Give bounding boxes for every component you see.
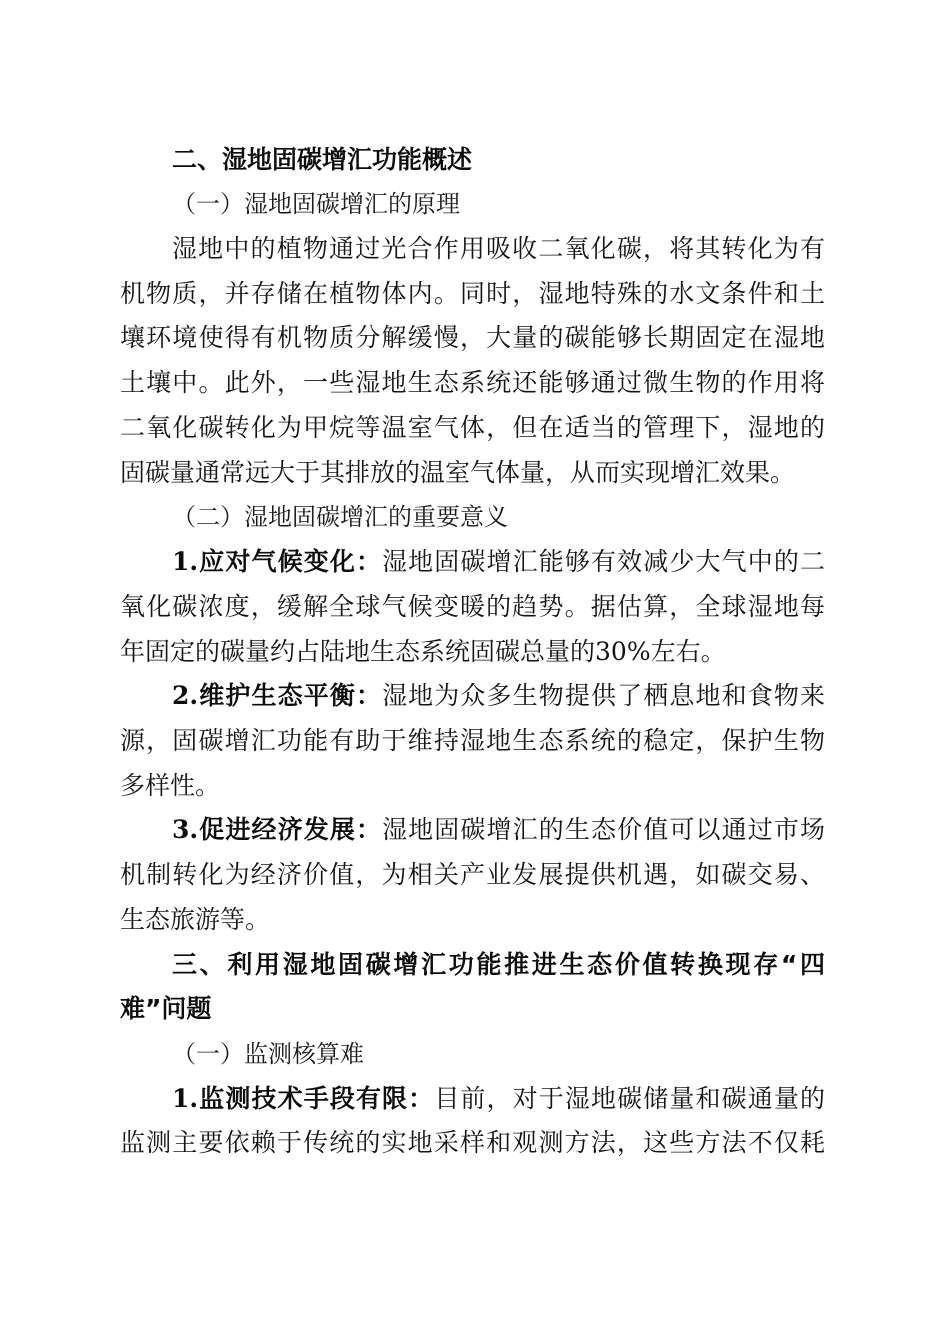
list-item-lead: 3.促进经济发展： [172, 815, 383, 845]
list-item-line: 生态旅游等。 [120, 904, 271, 934]
list-item-line: 氧化碳浓度，缓解全球气候变暖的趋势。据估算，全球湿地每 [120, 591, 825, 621]
list-item-line: 多样性。 [120, 770, 221, 800]
list-item-first-line [120, 1077, 825, 1122]
list-item-first-line [120, 540, 825, 585]
subsection-heading-2-2: （二）湿地固碳增汇的重要意义 [172, 503, 508, 532]
section-heading-2: 二、湿地固碳增汇功能概述 [172, 144, 473, 174]
paragraph-line: 机物质，并存储在植物体内。同时，湿地特殊的水文条件和土 [120, 278, 825, 308]
list-item-first-line [120, 808, 825, 853]
list-item-text: 湿地为众多生物提供了栖息地和食物来 [382, 681, 825, 711]
list-item-lead: 1.监测技术手段有限： [172, 1083, 435, 1113]
paragraph-line: 二氧化碳转化为甲烷等温室气体，但在适当的管理下，湿地的 [120, 412, 825, 442]
paragraph-line: 固碳量通常远大于其排放的温室气体量，从而实现增汇效果。 [120, 457, 796, 487]
list-item-line: 年固定的碳量约占陆地生态系统固碳总量的30%左右。 [120, 636, 726, 666]
list-item-line: 机制转化为经济价值，为相关产业发展提供机遇，如碳交易、 [120, 860, 825, 890]
list-item-first-line [120, 674, 825, 719]
paragraph-line: 土壤中。此外，一些湿地生态系统还能够通过微生物的作用将 [120, 368, 825, 398]
list-item-text: 湿地固碳增汇的生态价值可以通过市场 [382, 815, 825, 845]
list-item-line: 监测主要依赖于传统的实地采样和观测方法，这些方法不仅耗 [120, 1128, 825, 1158]
document-body [120, 138, 825, 1167]
list-item-lead: 2.维护生态平衡： [172, 681, 383, 711]
subsection-heading-3-1: （一）监测核算难 [172, 1039, 364, 1068]
list-item-text: 目前，对于湿地碳储量和碳通量的 [434, 1083, 825, 1113]
subsection-heading-2-1: （一）湿地固碳增汇的原理 [172, 190, 460, 219]
paragraph-line: 壤环境使得有机物质分解缓慢，大量的碳能够长期固定在湿地 [120, 323, 825, 353]
list-item-line: 源，固碳增汇功能有助于维持湿地生态系统的稳定，保护生物 [120, 725, 825, 755]
section-heading-3-continued: 难”问题 [120, 994, 212, 1024]
section-heading-3: 三、利用湿地固碳增汇功能推进生态价值转换现存“四 [172, 949, 825, 979]
list-item-text: 湿地固碳增汇能够有效减少大气中的二 [382, 547, 825, 577]
paragraph-line: 湿地中的植物通过光合作用吸收二氧化碳，将其转化为有 [172, 234, 825, 264]
list-item-lead: 1.应对气候变化： [172, 547, 383, 577]
